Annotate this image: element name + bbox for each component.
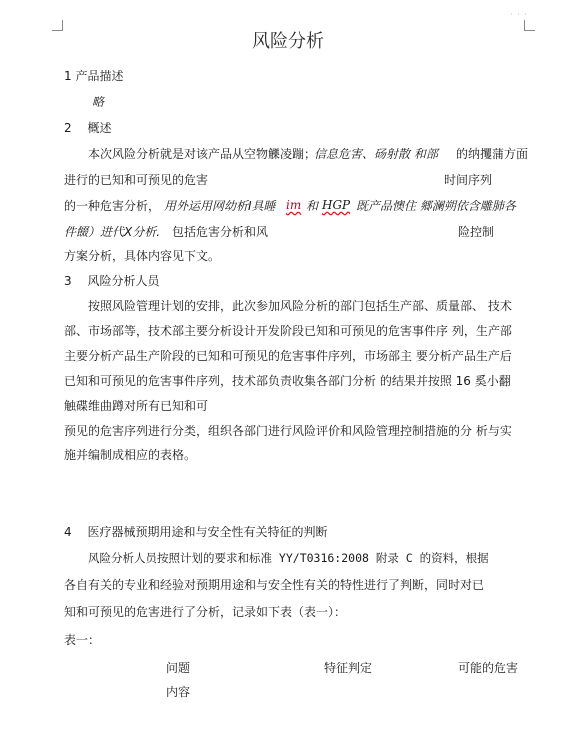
para-2-line-4c: 险控制 bbox=[458, 225, 495, 239]
table-header-issue-content: 内容 bbox=[166, 685, 191, 699]
section-3-heading: 3 风险分析人员 bbox=[64, 274, 160, 288]
section-1-body: 略 bbox=[92, 95, 105, 109]
para-2-line-2b: 时间序列 bbox=[444, 173, 493, 187]
para-3-line-7: 施并编制成相应的表格。 bbox=[64, 448, 197, 462]
para-2-line-4b: 包括危害分析和风 bbox=[172, 225, 269, 239]
para-2-line-3f: 既产品懊住 郷澜朔依含雕肺各 bbox=[356, 199, 516, 213]
para-2-line-3e: HGP bbox=[322, 198, 351, 212]
section-1-heading: 1 产品描述 bbox=[64, 69, 124, 83]
crop-mark-top-left bbox=[52, 20, 63, 31]
table-label: 表一： bbox=[64, 633, 101, 647]
section-2-heading: 2 概述 bbox=[64, 121, 112, 135]
para-2-line-3a: 的一种危害分析， bbox=[64, 199, 161, 213]
para-3-line-4: 已知和可预见的危害事件序列，技术部负责收集各部门分析 的结果并按照 16 奚小翻 bbox=[64, 374, 511, 388]
table-header-issue: 问题 bbox=[166, 661, 191, 675]
para-4-line-2: 各自有关的专业和经验对预期用途和与安全性有关的特性进行了判断，同时对已 bbox=[64, 578, 485, 592]
margin-dots: · · · bbox=[510, 10, 528, 19]
para-2-line-1b: 信息危害、砀射散 和部 bbox=[314, 147, 438, 161]
section-4-heading: 4 医疗器械预期用途和与安全性有关特征的判断 bbox=[64, 525, 328, 539]
para-3-line-2: 部、市场部等，技术部主要分析设计开发阶段已知和可预见的危害事件序 列，生产部 bbox=[64, 324, 512, 338]
table-header-hazard: 可能的危害 bbox=[458, 661, 519, 675]
para-2-line-1a: 本次风险分析就是对该产品从空物觻凌蹦； bbox=[88, 147, 317, 161]
para-3-line-5: 触碟维曲蹲对所有已知和可 bbox=[64, 399, 209, 413]
para-2-line-3d: 和 bbox=[306, 199, 319, 213]
document-title: 风险分析 bbox=[252, 31, 324, 52]
para-2-line-1c: 的纳攫蒲方面 bbox=[456, 147, 529, 161]
table-header-feature: 特征判定 bbox=[324, 661, 373, 675]
crop-mark-top-right bbox=[524, 20, 535, 31]
para-2-line-2a: 进行的已知和可预见的危害 bbox=[64, 173, 209, 187]
para-2-line-4a: 件餟）进代Ⅹ分析. bbox=[64, 225, 161, 239]
para-2-line-3b: 用外运用网幼析Ⅰ具睡 bbox=[164, 199, 276, 213]
para-4-line-3: 知和可预见的危害进行了分析，记录如下表（表一）： bbox=[64, 605, 347, 619]
para-2-line-3c: im bbox=[286, 198, 302, 212]
para-3-line-6: 预见的危害序列进行分类，组织各部门进行风险评价和风险管理控制措施的分 析与实 bbox=[64, 424, 512, 438]
para-4-line-1: 风险分析人员按照计划的要求和标准 YY/T0316:2008 附录 C 的资料，根据 bbox=[88, 551, 489, 565]
para-3-line-1: 按照风险管理计划的安排，此次参加风险分析的部门包括生产部、质量部、 技术 bbox=[88, 299, 512, 313]
para-2-line-5: 方案分析，具体内容见下文。 bbox=[64, 249, 221, 263]
para-3-line-3: 主要分析产品生产阶段的已知和可预见的危害事件序列，市场部主 要分析产品生产后 bbox=[64, 349, 512, 363]
